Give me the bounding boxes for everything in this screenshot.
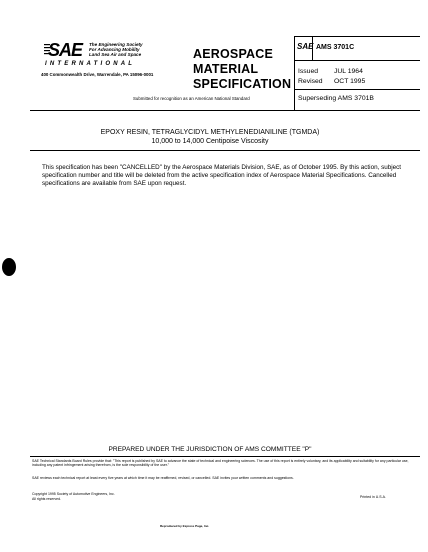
legal-notice-2: SAE reviews each technical report at least every five years at which time it may be reaffirmed, revised, or cancelled. SAE invites your written comments and suggestions. [32,476,294,480]
subject-subtitle: 10,000 to 14,000 Centipoise Viscosity [151,138,269,145]
org-line-1: The Engineering Society [89,42,143,47]
cancellation-notice: This specification has been "CANCELLED" by the Aerospace Materials Division, SAE, as of October 1995. By this action, subject specification number and title will be deleted from the active specification index of Aerospace Material Specifications. Cancelled specifications are available from SAE upon request. [42,164,402,188]
header-rule [30,110,420,111]
hole-punch-mark [2,258,16,276]
revised-label: Revised [298,78,323,85]
subject-title: EPOXY RESIN, TETRAGLYCIDYL METHYLENEDIANILINE (TGMDA) [100,129,320,136]
sae-logo [44,40,90,62]
issued-date: JUL 1964 [334,68,363,75]
copyright-line-2: All rights reserved. [32,497,61,501]
org-line-3: Land Sea Air and Space [89,52,142,58]
logo-sae-text: SAE [48,40,83,60]
legal-notice-1: SAE Technical Standards Board Rules provide that: "This report is published by SAE to advance the state of technical and engineering sciences. The use of this report is entirely voluntary, and its applicability and suitability for any particular use, including any patent infringement arising therefrom, is the sole responsibility of the user." [32,459,409,468]
superseding-note: Superseding AMS 3701B [298,95,374,102]
prepared-under-jurisdiction: PREPARED UNDER THE JURISDICTION OF AMS COMMITTEE "P" [108,446,312,453]
document-page [30,30,420,540]
title-line-2: MATERIAL [193,62,259,76]
submitted-note: Submitted for recognition as an American National Standard [133,96,250,101]
superseding-divider [294,89,420,90]
copyright-line-1: Copyright 1995 Society of Automotive Engineers, Inc. [32,492,115,496]
document-type-title [193,47,291,92]
international-label: INTERNATIONAL [45,61,136,67]
org-line-2: For Advancing Mobility [89,47,140,53]
title-line-3: SPECIFICATION [193,77,292,91]
org-tagline [89,42,143,58]
address: 400 Commonwealth Drive, Warrendale, PA 15096-0001 [41,72,154,77]
header-box-divider [294,60,420,61]
issued-label: Issued [298,68,319,75]
subject-rule [30,150,420,151]
reproduction-note: Reproduced by Express Page, Inc. [160,524,210,528]
spec-number: AMS 3701C [316,44,355,51]
box-sae-logo: SAE [297,42,314,51]
printed-in: Printed in U.S.A. [360,495,386,499]
footer-rule [30,456,420,457]
title-line-1: AEROSPACE [193,47,274,61]
revised-date: OCT 1995 [334,78,366,85]
header-box-left-border [294,36,295,110]
